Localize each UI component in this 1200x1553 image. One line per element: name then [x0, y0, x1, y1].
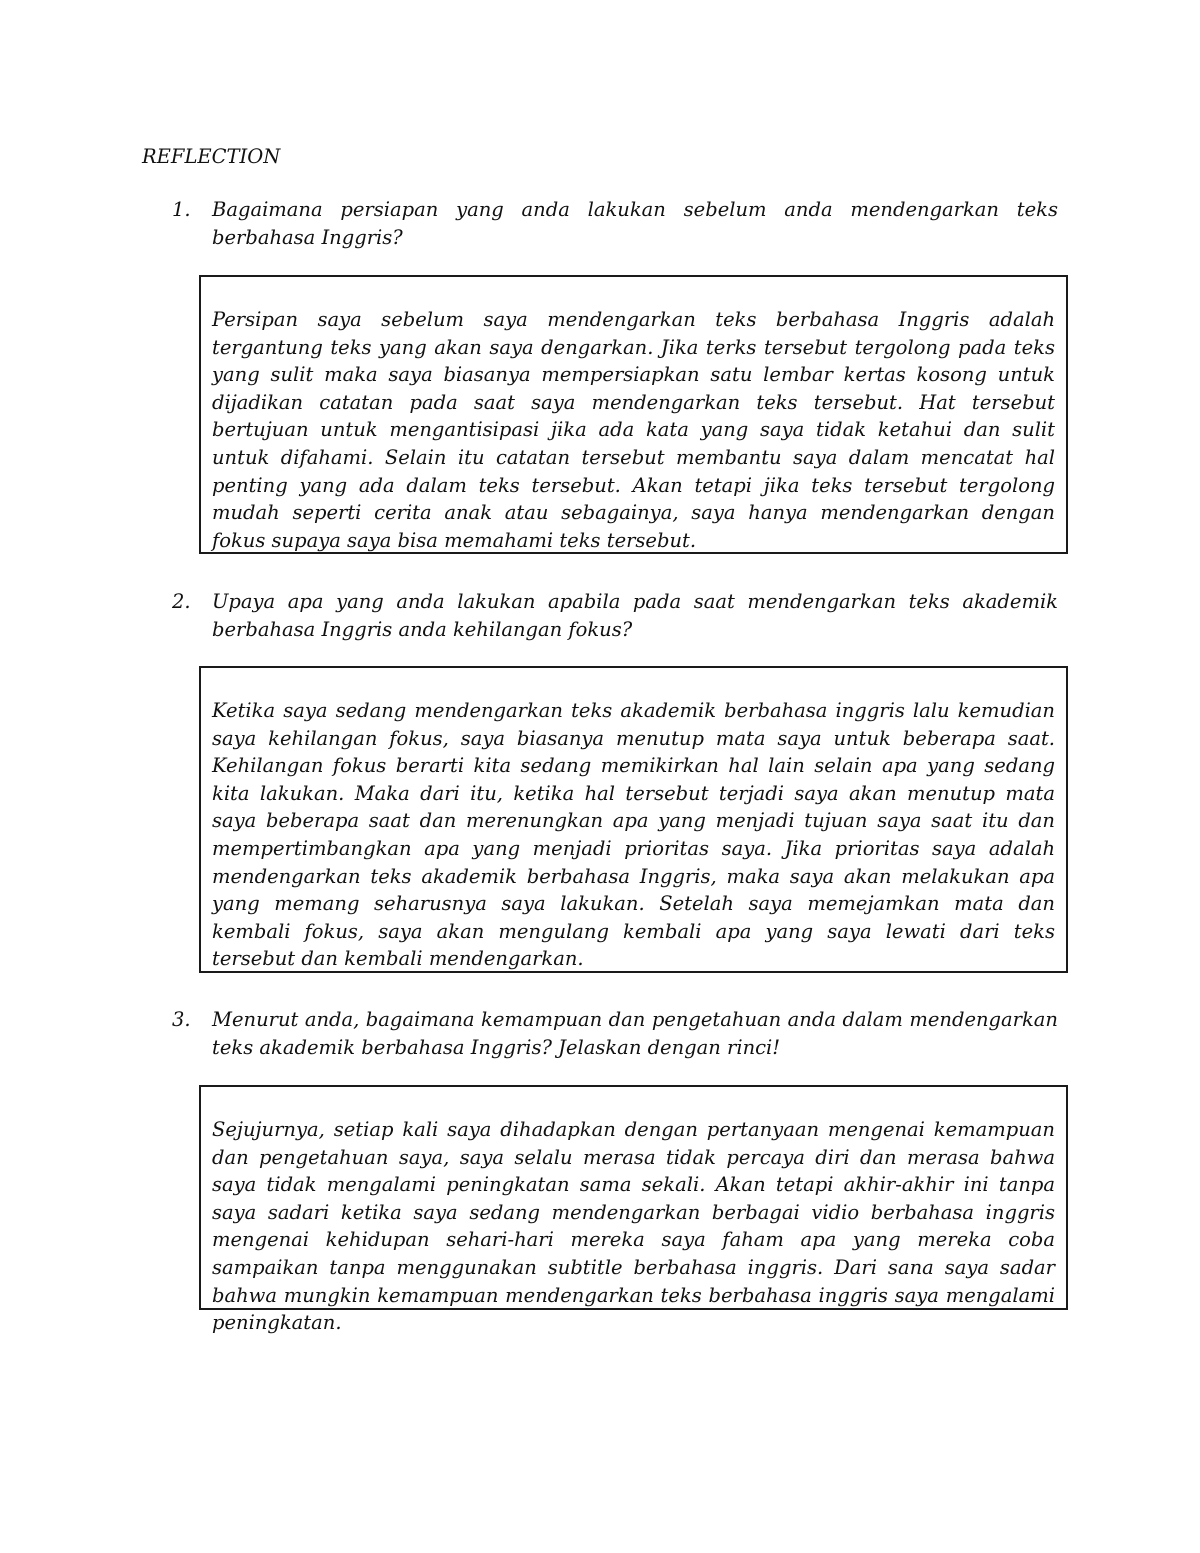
- question-number: 2.: [172, 590, 191, 613]
- document-title: REFLECTION: [142, 145, 281, 168]
- answer-box-2: [199, 666, 1068, 973]
- question-2: [172, 588, 1058, 644]
- answer-text: Sejujurnya, setiap kali saya dihadapkan dengan pertanyaan mengenai kemampuan dan pengetahuan saya, saya selalu merasa tidak percaya diri dan merasa bahwa saya tidak mengalami peningkatan sama sekali. Akan tetapi akhir-akhir ini tanpa saya sadari ketika saya sedang mendengarkan berbagai vidio berbahasa inggris mengenai kehidupan sehari-hari mereka saya faham apa yang mereka coba sampaikan tanpa menggunakan subtitle berbahasa inggris. Dari sana saya sadar bahwa mungkin kemampuan mendengarkan teks berbahasa inggris saya mengalami peningkatan.: [212, 1118, 1055, 1335]
- question-number: 3.: [172, 1008, 191, 1031]
- question-1: [172, 196, 1058, 252]
- answer-box-1: [199, 275, 1068, 554]
- question-3: [172, 1006, 1058, 1062]
- question-text: Menurut anda, bagaimana kemampuan dan pengetahuan anda dalam mendengarkan teks akademik berbahasa Inggris? Jelaskan dengan rinci!: [212, 1008, 1058, 1059]
- question-number: 1.: [172, 198, 191, 221]
- question-text: Upaya apa yang anda lakukan apabila pada saat mendengarkan teks akademik berbahasa Inggris anda kehilangan fokus?: [212, 590, 1058, 641]
- answer-box-3: [199, 1085, 1068, 1335]
- question-text: Bagaimana persiapan yang anda lakukan sebelum anda mendengarkan teks berbahasa Inggris?: [212, 198, 1058, 249]
- answer-text: Persipan saya sebelum saya mendengarkan teks berbahasa Inggris adalah tergantung teks yang akan saya dengarkan. Jika terks tersebut tergolong pada teks yang sulit maka saya biasanya mempersiapkan satu lembar kertas kosong untuk dijadikan catatan pada saat saya mendengarkan teks tersebut. Hat tersebut bertujuan untuk mengantisipasi jika ada kata yang saya tidak ketahui dan sulit untuk difahami. Selain itu catatan tersebut membantu saya dalam mencatat hal penting yang ada dalam teks tersebut. Akan tetapi jika teks tersebut tergolong mudah seperti cerita anak atau sebagainya, saya hanya mendengarkan dengan fokus supaya saya bisa memahami teks tersebut.: [212, 308, 1055, 552]
- answer-text: Ketika saya sedang mendengarkan teks akademik berbahasa inggris lalu kemudian saya kehilangan fokus, saya biasanya menutup mata saya untuk beberapa saat. Kehilangan fokus berarti kita sedang memikirkan hal lain selain apa yang sedang kita lakukan. Maka dari itu, ketika hal tersebut terjadi saya akan menutup mata saya beberapa saat dan merenungkan apa yang menjadi tujuan saya saat itu dan mempertimbangkan apa yang menjadi prioritas saya. Jika prioritas saya adalah mendengarkan teks akademik berbahasa Inggris, maka saya akan melakukan apa yang memang seharusnya saya lakukan. Setelah saya memejamkan mata dan kembali fokus, saya akan mengulang kembali apa yang saya lewati dari teks tersebut dan kembali mendengarkan.: [212, 699, 1055, 971]
